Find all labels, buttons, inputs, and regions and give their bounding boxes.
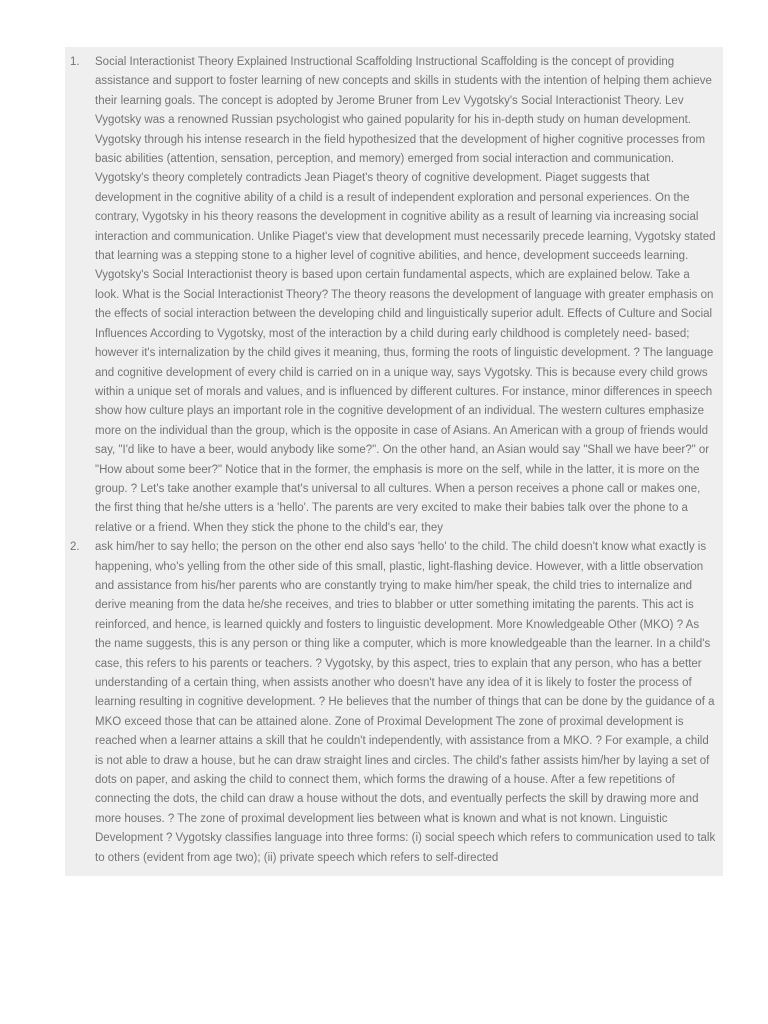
list-item — [70, 53, 717, 538]
list-item-text: ask him/her to say hello; the person on the other end also says 'hello' to the child. The child doesn't know what exactly is happening, who's yelling from the other side of this small, plastic, light-flashing device. However, with a little observation and assistance from his/her parents who are constantly trying to make him/her speak, the child tries to internalize and derive meaning from the data he/she receives, and tries to blabber or utter something imitating the parents. This act is reinforced, and hence, is learned quickly and fosters to linguistic development. More Knowledgeable Other (MKO) ? As the name suggests, this is any person or thing like a computer, which is more knowledgeable than the learner. In a child's case, this refers to his parents or teachers. ? Vygotsky, by this aspect, tries to explain that any person, who has a better understanding of a certain thing, when assists another who doesn't have any idea of it is likely to foster the process of learning resulting in cognitive development. ? He believes that the number of things that can be done by the guidance of a MKO exceed those that can be attained alone. Zone of Proximal Development The zone of proximal development is reached when a learner attains a skill that he couldn't independently, with assistance from a MKO. ? For example, a child is not able to draw a house, but he can draw straight lines and circles. The child's father assists him/her by laying a set of dots on paper, and asking the child to connect them, which forms the drawing of a house. After a few repetitions of connecting the dots, the child can draw a house without the dots, and eventually perfects the skill by drawing more and more houses. ? The zone of proximal development lies between what is known and what is not known. Linguistic Development ? Vygotsky classifies language into three forms: (i) social speech which refers to communication used to talk to others (evident from age two); (ii) private speech which refers to self-directed — [95, 541, 716, 864]
list-item-text: Social Interactionist Theory Explained Instructional Scaffolding Instructional Scaffolding is the concept of providing assistance and support to foster learning of new concepts and skills in students with the intention of helping them achieve their learning goals. The concept is adopted by Jerome Bruner from Lev Vygotsky's Social Interactionist Theory. Lev Vygotsky was a renowned Russian psychologist who gained popularity for his in-depth study on human development. Vygotsky through his intense research in the field hypothesized that the development of higher cognitive processes from basic abilities (attention, sensation, perception, and memory) emerged from social interaction and communication. Vygotsky's theory completely contradicts Jean Piaget's theory of cognitive development. Piaget suggests that development in the cognitive ability of a child is a result of independent exploration and personal experiences. On the contrary, Vygotsky in his theory reasons the development in cognitive ability as a result of learning via increasing social interaction and communication. Unlike Piaget's view that development must necessarily precede learning, Vygotsky stated that learning was a stepping stone to a higher level of cognitive abilities, and hence, development succeeds learning. Vygotsky's Social Interactionist theory is based upon certain fundamental aspects, which are explained below. Take a look. What is the Social Interactionist Theory? The theory reasons the development of language with greater emphasis on the effects of social interaction between the developing child and linguistically superior adult. Effects of Culture and Social Influences According to Vygotsky, most of the interaction by a child during early childhood is completely need- based; however it's internalization by the child gives it meaning, thus, forming the roots of linguistic development. ? The language and cognitive development of every child is carried on in a unique way, says Vygotsky. This is because every child grows within a unique set of morals and values, and is influenced by different cultures. For instance, minor differences in speech show how culture plays an important role in the cognitive development of an individual. The western cultures emphasize more on the individual than the group, which is the opposite in case of Asians. An American with a group of friends would say, "I'd like to have a beer, would anybody like some?". On the other hand, an Asian would say "Shall we have beer?" or "How about some beer?" Notice that in the former, the emphasis is more on the self, while in the latter, it is more on the group. ? Let's take another example that's universal to all cultures. When a person receives a phone call or makes one, the first thing that he/she utters is a 'hello'. The parents are very excited to make their babies talk over the phone to a relative or a friend. When they stick the phone to the child's ear, they — [95, 56, 716, 534]
list-item-number: 2. — [70, 541, 80, 554]
list-item-number: 1. — [70, 56, 80, 68]
document-content — [65, 47, 723, 876]
list-item — [70, 538, 717, 868]
